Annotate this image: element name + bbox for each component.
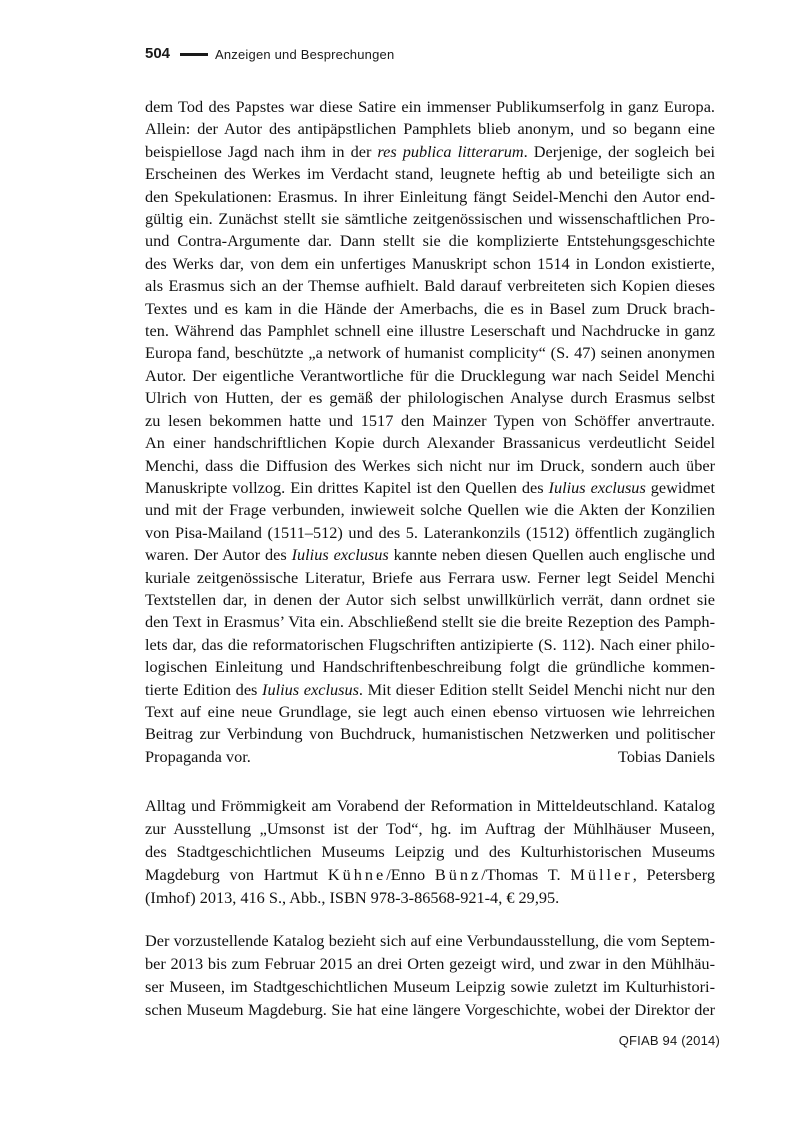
text-line: gültig ein. Zunächst stellt sie sämtliche zeitgenössischen und wissenschaftlichen Pro- [145,209,715,229]
next-review-body [145,929,715,1021]
editor-name: Bünz [434,865,482,884]
text-line: Autor. Der eigentliche Verantwortliche für die Drucklegung war nach Seidel Menchi [145,365,715,385]
text-line: logischen Einleitung und Handschriftenbeschreibung folgt die gründliche kommen- [145,657,715,677]
text-line: zu lesen bekommen hatte und 1517 den Mainzer Typen von Schöffer anvertraute. [145,410,715,430]
text-line: lets dar, das die reformatorischen Flugschriften antizipierte (S. 112). Nach einer philo- [145,634,715,654]
text-line: tierte Edition des Iulius exclusus. Mit dieser Edition stellt Seidel Menchi nicht nur den [145,679,715,699]
text-line: von Pisa-Mailand (1511–512) und des 5. Laterankonzils (1512) öffentlich zugänglich [145,522,715,542]
text-line-end: Propaganda vor. [145,746,251,766]
header-rule [180,53,208,56]
text-line: den Spekulationen: Erasmus. In ihrer Einleitung fängt Seidel-Menchi den Autor end- [145,186,715,206]
review-author: Tobias Daniels [618,746,715,766]
text-line: Manuskripte vollzog. Ein drittes Kapitel ist den Quellen des Iulius exclusus gewidmet [145,477,715,497]
text-line: ber 2013 bis zum Februar 2015 an drei Orten gezeigt wird, und zwar in den Mühlhäu- [145,954,715,973]
text-fragment: /Enno [386,865,426,884]
signature-line [145,746,715,768]
text-line: Europa fand, beschützte „a network of humanist complicity“ (S. 47) seinen anonymen [145,343,715,363]
text-line: und mit der Frage verbunden, inwieweit solche Quellen wie die Akten der Konzilien [145,500,715,520]
italic-title: res publica litterarum [377,141,524,161]
italic-title: Iulius exclusus [262,679,359,699]
text-line: An einer handschriftlichen Kopie durch Alexander Brassanicus verdeutlicht Seidel [145,433,715,453]
italic-title: Iulius exclusus [548,477,646,497]
text-line: zur Ausstellung „Umsonst ist der Tod“, hg. im Auftrag der Mühlhäuser Museen, [145,819,715,838]
text-line: ten. Während das Pamphlet schnell eine illustre Leserschaft und Nachdrucke in ganz [145,321,715,341]
text-line: (Imhof) 2013, 416 S., Abb., ISBN 978-3-86568-921-4, € 29,95. [145,888,560,907]
text-line: beispiellose Jagd nach ihm in der res publica litterarum. Derjenige, der sogleich bei [145,141,715,161]
text-line: Ulrich von Hutten, der es gemäß der philologischen Analyse durch Erasmus selbst [145,388,715,408]
text-line: Alltag und Frömmigkeit am Vorabend der Reformation in Mitteldeutschland. Katalog [145,796,715,815]
editor-name: Kühne [327,865,387,884]
editor-name: Müller [570,865,633,884]
text-line: dem Tod des Papstes war diese Satire ein immenser Publikumserfolg in ganz Europa. [145,97,715,116]
text-line: kuriale zeitgenössische Literatur, Briefe aus Ferrara usw. Ferner legt Seidel Menchi [145,567,715,587]
text-line: Menchi, dass die Diffusion des Werkes sich nicht nur im Druck, sondern auch über [145,455,715,475]
text-line: des Werks dar, von dem ein unfertiges Manuskript schon 1514 in London existierte, [145,253,715,273]
text-fragment: /Thomas T. [481,865,561,884]
text-line: des Stadtgeschichtlichen Museums Leipzig und des Kulturhistorischen Museums [145,842,715,861]
running-header [145,44,720,64]
text-line: waren. Der Autor des Iulius exclusus kannte neben diesen Quellen auch englische und [145,545,715,565]
text-line: Beitrag zur Verbindung von Buchdruck, humanistischen Netzwerken und politischer [145,724,715,744]
page-number: 504 [145,45,171,62]
text-line: Allein: der Autor des antipäpstlichen Pamphlets blieb anonym, und so begann eine [145,119,715,139]
text-line: Textstellen dar, in denen der Autor sich selbst unwillkürlich verrät, dann ordnet sie [145,589,715,609]
journal-footer: QFIAB 94 (2014) [618,1033,720,1048]
text-line: schen Museum Magdeburg. Sie hat eine längere Vorgeschichte, wobei der Direktor der [145,1000,715,1019]
text-line: den Text in Erasmus’ Vita ein. Abschließend stellt sie die breite Rezeption des Pamph- [145,612,715,632]
text-line: Text auf eine neue Grundlage, sie legt auch einen ebenso virtuosen wie lehrreichen [145,701,715,721]
italic-title: Iulius exclusus [291,545,389,565]
text-line [145,863,715,886]
text-line: als Erasmus sich an der Themse aufhielt. Bald darauf verbreiteten sich Kopien dieses [145,276,715,296]
text-line: ser Museen, im Stadtgeschichtlichen Museum Leipzig sowie zuletzt im Kulturhistori- [145,977,715,996]
text-line: und Contra-Argumente dar. Dann stellt sie die komplizierte Entstehungsgeschichte [145,231,715,251]
text-fragment: Magdeburg von Hartmut [145,865,319,884]
text-fragment: , Petersberg [632,865,715,884]
text-line: Erscheinen des Werkes im Verdacht stand, leugnete heftig ab und beteiligte sich an [145,164,715,184]
text-line: Der vorzustellende Katalog bezieht sich auf eine Verbundausstellung, die vom Septem- [145,931,715,950]
review-body [145,96,715,768]
text-line: Textes und es kam in die Hände der Amerbachs, die es in Basel zum Druck brach- [145,298,715,318]
running-title: Anzeigen und Besprechungen [215,47,395,62]
bibliographic-entry [145,794,715,909]
